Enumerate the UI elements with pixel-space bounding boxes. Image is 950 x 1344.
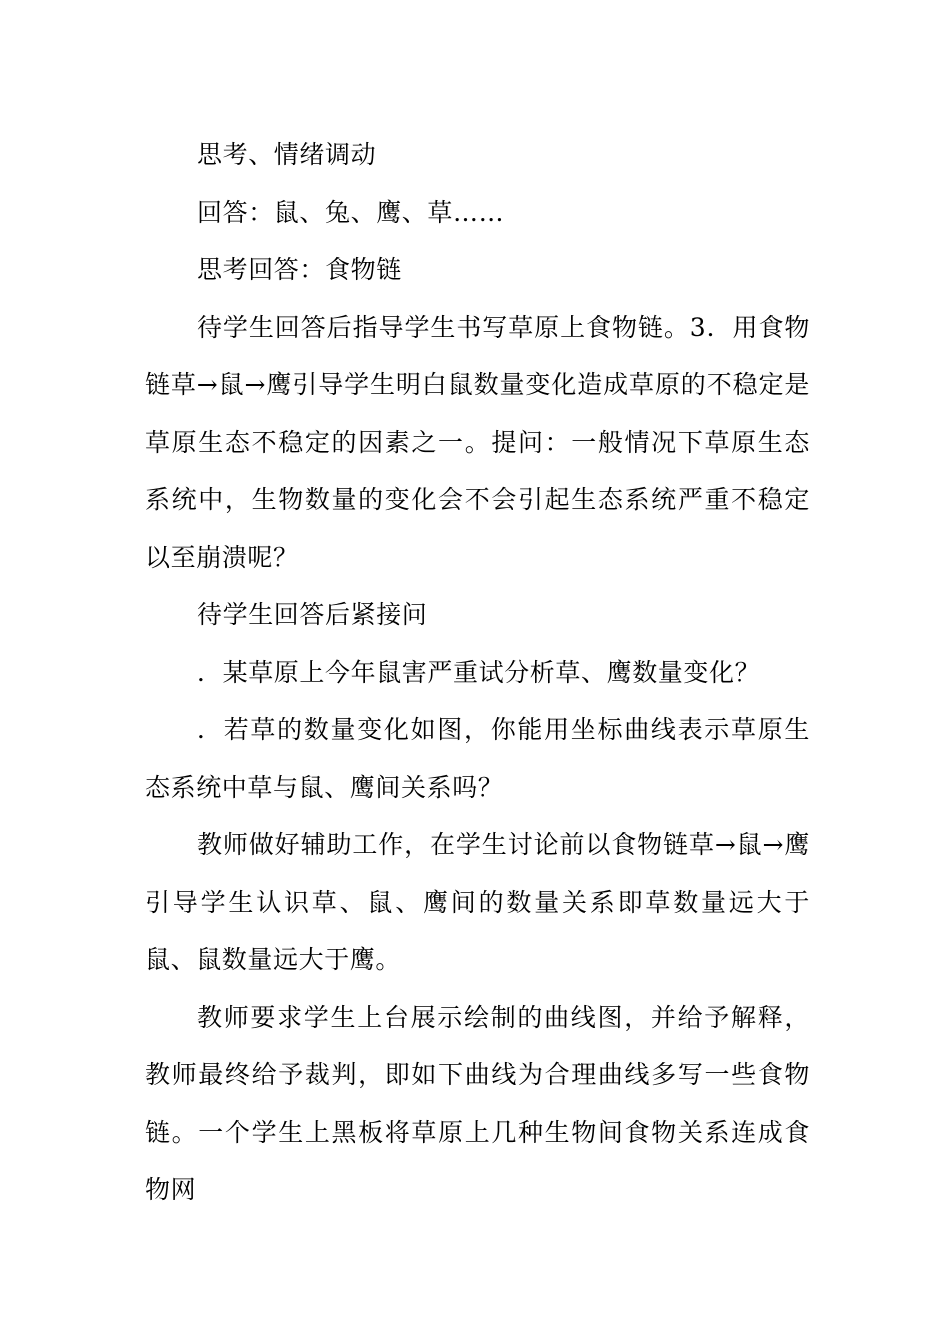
paragraph-teacher-evaluate: 教师要求学生上台展示绘制的曲线图，并给予解释，教师最终给予裁判，即如下曲线为合理曲线多写一些食物链。一个学生上黑板将草原上几种生物间食物关系连成食物网 [145,1002,810,1204]
paragraph-question-rodent: ．某草原上今年鼠害严重试分析草、鹰数量变化？ [197,657,761,687]
paragraph-answer-animals: 回答：鼠、兔、鹰、草…… [197,197,505,227]
paragraph-thinking: 思考、情绪调动 [197,140,377,169]
paragraph-answer-food-chain: 思考回答：食物链 [197,255,402,284]
paragraph-teacher-assist: 教师做好辅助工作，在学生讨论前以食物链草→鼠→鹰引导学生认识草、鼠、鹰间的数量关系即草数量远大于鼠、鼠数量远大于鹰。 [145,830,810,974]
paragraph-question-curve: ．若草的数量变化如图，你能用坐标曲线表示草原生态系统中草与鼠、鹰间关系吗？ [145,715,810,802]
document-body [145,126,810,1219]
paragraph-follow-up: 待学生回答后紧接问 [197,600,428,629]
paragraph-guide-food-chain: 待学生回答后指导学生书写草原上食物链。3．用食物链草→鼠→鹰引导学生明白鼠数量变化造成草原的不稳定是草原生态不稳定的因素之一。提问：一般情况下草原生态系统中，生物数量的变化会不会引起生态系统严重不稳定以至崩溃呢？ [145,312,810,572]
